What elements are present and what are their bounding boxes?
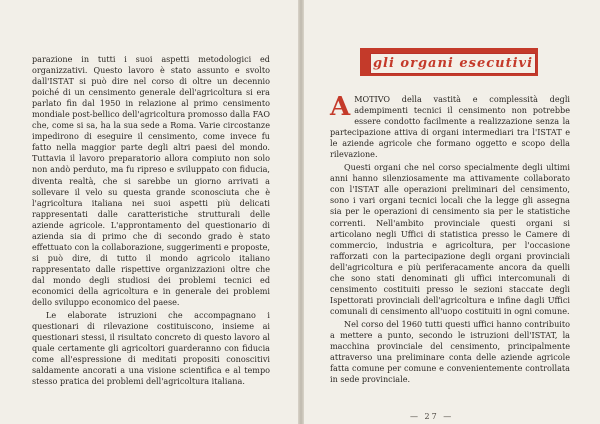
right-paragraph-1 [330, 94, 570, 160]
section-heading-text: gli organi esecutivi [372, 56, 534, 71]
right-paragraph-1-text: MOTIVO della vastità e complessità degli adempimenti tecnici il censimento non potrebbe essere condotto facilmente a realizzazione senza la partecipazione attiva di organi intermediari tra l'ISTAT e le aziende agricole che formano oggetto e scopo della rilevazione. [330, 94, 570, 160]
right-paragraph-2: Questi organi che nel corso specialmente degli ultimi anni hanno silenziosamente ma attivamente collaborato con l'ISTAT alle operazioni preliminari del censimento, sono i vari organi tecnici locali che la legge gli assegna sia per le operazioni di censimento sia per le statistiche correnti. Nell'ambito provinciale questi organi si articolano negli Uffici di statistica presso le Camere di commercio, industria e agricoltura, per l'occasione rafforzati con la partecipazione degli organi provinciali dell'agricoltura e più periferacamente ancora da quelli che sono stati denominati gli uffici intercomunali di censimento costituiti presso le sezioni staccate degli Ispettorati provinciali dell'agricoltura e infine dagli Uffici comunali di censimento all'uopo costituiti in ogni comune. [330, 162, 570, 316]
page-number: — 27 — [410, 412, 454, 421]
left-paragraph-2: Le elaborate istruzioni che accompagnano i questionari di rilevazione costituiscono, insieme ai questionari stessi, il risultato concreto di questo lavoro al quale certamente gli agricoltori guarderanno con fiducia come all'espressione di meditati propositi conoscitivi saldamente ancorati a una visione scientifica e al tempo stesso pratica dei problemi dell'agricoltura italiana. [32, 310, 270, 387]
drop-cap: A [330, 92, 351, 122]
section-heading [370, 53, 536, 74]
right-paragraph-3: Nel corso del 1960 tutti questi uffici hanno contribuito a mettere a punto, secondo le istruzioni dell'ISTAT, la macchina provinciale del censimento, principalmente attraverso una preliminare conta delle aziende agricole fatta comune per comune e convenientemente controllata in sede provinciale. [330, 318, 570, 385]
right-page-text [330, 94, 570, 385]
left-paragraph-1: parazione in tutti i suoi aspetti metodologici ed organizzativi. Questo lavoro è stato assunto e svolto dall'ISTAT si può dire nel corso di oltre un decennio poiché di un censimento generale dell'agricoltura si era parlato fin dal 1950 in relazione al primo censimento mondiale post-bellico dell'agricoltura promosso dalla FAO che, come si sa, ha la sua sede a Roma. Varie circostanze impedirono di eseguire il censimento, come invece fu fatto nella maggior parte degli altri paesi del mondo. Tuttavia il lavoro preparatorio allora compiuto non solo non andò perduto, ma fu ripreso e sviluppato con fiducia, diventa realtà, che si sarebbe un giorno arrivati a sollevare il velo su questa grande sconosciuta che è l'agricoltura italiana nei suoi aspetti più delicati rappresentati dalle caratteristiche strutturali delle aziende agricole. L'approntamento del questionario di azienda sia di primo che di secondo grado è stato effettuato con la collaborazione, suggerimenti e proposte, si può dire, di tutto il mondo agricolo italiano rappresentato dalle rispettive organizzazioni oltre che dal mondo degli studiosi dei problemi tecnici ed economici della agricoltura e in generale dei problemi dello sviluppo economico del paese. [32, 54, 270, 308]
left-page-text [32, 54, 270, 387]
